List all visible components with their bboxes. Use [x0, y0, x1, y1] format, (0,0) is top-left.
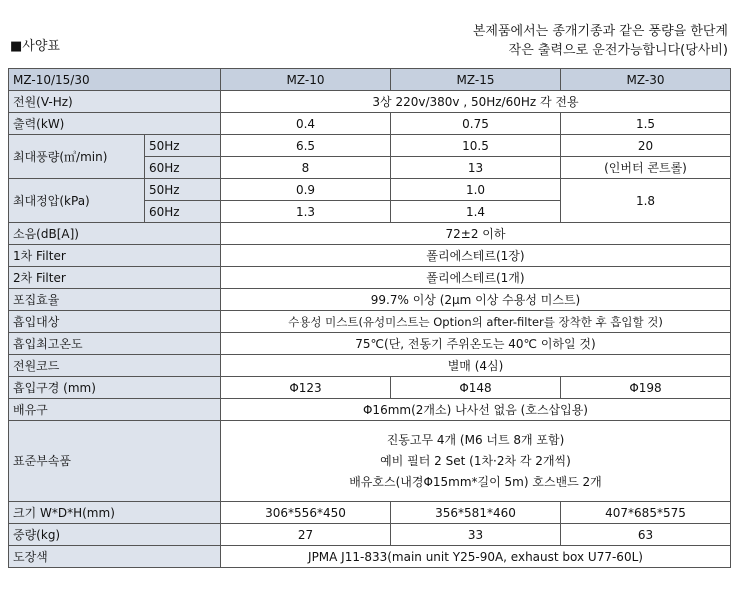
- efficiency-label: 포집효율: [9, 289, 221, 311]
- filter1-label: 1차 Filter: [9, 245, 221, 267]
- airflow-mz10-60: 8: [221, 157, 391, 179]
- inlet-mz10: Φ123: [221, 377, 391, 399]
- pressure-label: 최대정압(kPa): [9, 179, 145, 223]
- weight-label: 중량(kg): [9, 524, 221, 546]
- table-row: [9, 546, 731, 568]
- output-mz10: 0.4: [221, 113, 391, 135]
- table-row: [9, 524, 731, 546]
- filter2-label: 2차 Filter: [9, 267, 221, 289]
- table-row: [9, 377, 731, 399]
- cord-label: 전원코드: [9, 355, 221, 377]
- table-row: [9, 223, 731, 245]
- table-row: [9, 245, 731, 267]
- airflow-mz10-50: 6.5: [221, 135, 391, 157]
- power-value: 3상 220v/380v , 50Hz/60Hz 각 전용: [221, 91, 731, 113]
- noise-label: 소음(dB[A]): [9, 223, 221, 245]
- noise-value: 72±2 이하: [221, 223, 731, 245]
- maxtemp-label: 흡입최고온도: [9, 333, 221, 355]
- size-mz30: 407*685*575: [561, 502, 731, 524]
- size-label: 크기 W*D*H(mm): [9, 502, 221, 524]
- power-label: 전원(V-Hz): [9, 91, 221, 113]
- note-line-2: 작은 출력으로 운전가능합니다(당사비): [508, 43, 728, 58]
- size-mz15: 356*581*460: [391, 502, 561, 524]
- inlet-label: 흡입구경 (mm): [9, 377, 221, 399]
- pressure-mz10-60: 1.3: [221, 201, 391, 223]
- size-mz10: 306*556*450: [221, 502, 391, 524]
- output-mz30: 1.5: [561, 113, 731, 135]
- filter2-value: 폴리에스테르(1개): [221, 267, 731, 289]
- accessories-line-2: 예비 필터 2 Set (1차·2차 각 2개씩): [380, 453, 571, 468]
- airflow-mz30-60: (인버터 콘트롤): [561, 157, 731, 179]
- table-row: [9, 502, 731, 524]
- pressure-mz30: 1.8: [561, 179, 731, 223]
- pressure-mz15-50: 1.0: [391, 179, 561, 201]
- header-model: MZ-10/15/30: [9, 69, 221, 91]
- drain-label: 배유구: [9, 399, 221, 421]
- pressure-60hz: 60Hz: [145, 201, 221, 223]
- airflow-50hz: 50Hz: [145, 135, 221, 157]
- maxtemp-value: 75℃(단, 전동기 주위온도는 40℃ 이하일 것): [221, 333, 731, 355]
- inlet-mz30: Φ198: [561, 377, 731, 399]
- spec-table: [8, 68, 731, 568]
- table-row: [9, 311, 731, 333]
- airflow-mz30-50: 20: [561, 135, 731, 157]
- accessories-line-3: 배유호스(내경Φ15mm*길이 5m) 호스밴드 2개: [349, 474, 602, 489]
- paint-value: JPMA J11-833(main unit Y25-90A, exhaust box U77-60L): [221, 546, 731, 568]
- weight-mz10: 27: [221, 524, 391, 546]
- weight-mz15: 33: [391, 524, 561, 546]
- output-label: 출력(kW): [9, 113, 221, 135]
- efficiency-value: 99.7% 이상 (2μm 이상 수용성 미스트): [221, 289, 731, 311]
- table-row: [9, 289, 731, 311]
- filter1-value: 폴리에스테르(1장): [221, 245, 731, 267]
- table-row: [9, 91, 731, 113]
- cord-value: 별매 (4심): [221, 355, 731, 377]
- pressure-mz10-50: 0.9: [221, 179, 391, 201]
- pressure-50hz: 50Hz: [145, 179, 221, 201]
- header-mz15: MZ-15: [391, 69, 561, 91]
- table-row: [9, 113, 731, 135]
- table-row: [9, 267, 731, 289]
- airflow-mz15-60: 13: [391, 157, 561, 179]
- accessories-label: 표준부속품: [9, 421, 221, 502]
- note-line-1: 본제품에서는 종개기종과 같은 풍량을 한단계: [472, 24, 728, 39]
- paint-label: 도장색: [9, 546, 221, 568]
- output-mz15: 0.75: [391, 113, 561, 135]
- target-value: 수용성 미스트(유성미스트는 Option의 after-filter를 장착한 후 흡입할 것): [221, 311, 731, 333]
- weight-mz30: 63: [561, 524, 731, 546]
- table-row: [9, 179, 731, 201]
- table-header-row: [9, 69, 731, 91]
- accessories-line-1: 진동고무 4개 (M6 너트 8개 포함): [386, 432, 565, 447]
- table-row: [9, 355, 731, 377]
- header-mz10: MZ-10: [221, 69, 391, 91]
- table-row: [9, 421, 731, 502]
- table-row: [9, 135, 731, 157]
- airflow-60hz: 60Hz: [145, 157, 221, 179]
- pressure-mz15-60: 1.4: [391, 201, 561, 223]
- note: [473, 22, 728, 60]
- page-title: ■사양표: [10, 39, 60, 54]
- drain-value: Φ16mm(2개소) 나사선 없음 (호스삽입용): [221, 399, 731, 421]
- table-row: [9, 399, 731, 421]
- airflow-label: 최대풍량(㎥/min): [9, 135, 145, 179]
- inlet-mz15: Φ148: [391, 377, 561, 399]
- table-row: [9, 333, 731, 355]
- target-label: 흡입대상: [9, 311, 221, 333]
- airflow-mz15-50: 10.5: [391, 135, 561, 157]
- accessories-value: [221, 421, 731, 502]
- header-mz30: MZ-30: [561, 69, 731, 91]
